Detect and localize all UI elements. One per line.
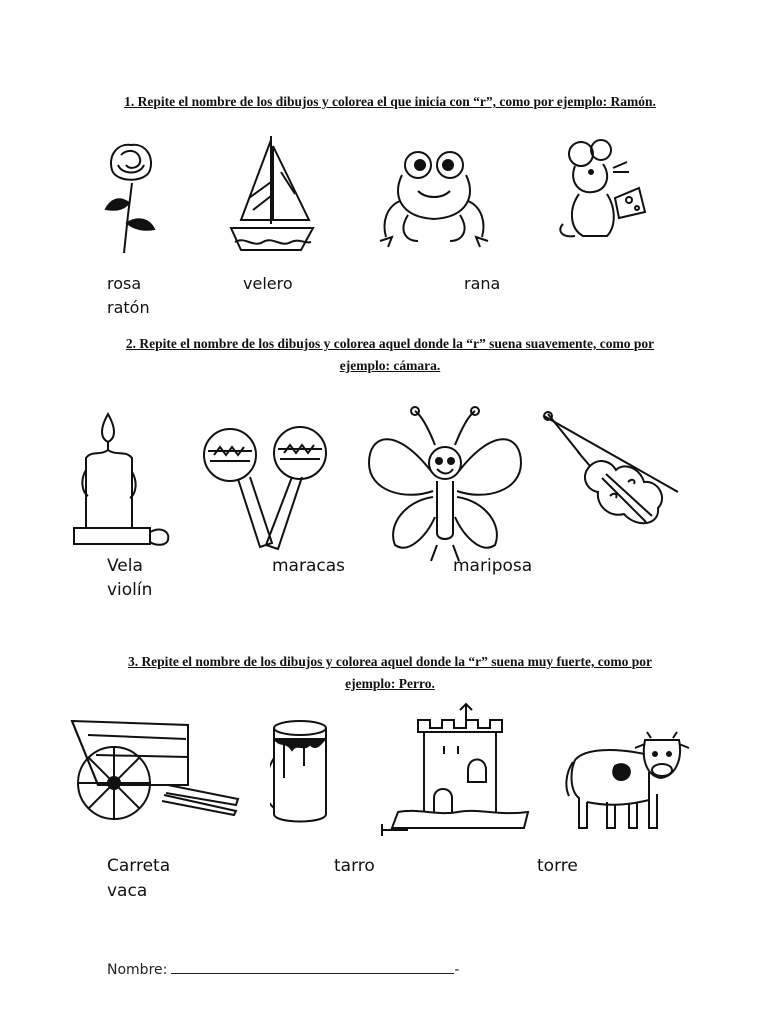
word-violin: violín xyxy=(107,580,153,600)
cart-icon xyxy=(68,715,243,825)
word-tarro: tarro xyxy=(334,856,375,876)
maracas-icon xyxy=(200,425,330,553)
paint-can-icon xyxy=(270,718,330,828)
tower-icon xyxy=(378,700,538,840)
name-blank-line[interactable] xyxy=(171,961,454,974)
word-rana: rana xyxy=(464,274,501,293)
word-vaca: vaca xyxy=(107,881,148,901)
word-maracas: maracas xyxy=(272,556,346,576)
word-mariposa: mariposa xyxy=(453,556,533,576)
name-suffix: - xyxy=(454,962,460,978)
violin-icon xyxy=(540,410,680,545)
sailboat-icon xyxy=(223,132,318,262)
mouse-icon xyxy=(555,138,650,248)
word-velero: velero xyxy=(243,274,293,293)
name-field xyxy=(107,961,459,978)
word-raton: ratón xyxy=(107,298,150,317)
cow-icon xyxy=(565,730,690,835)
instruction-3: 3. Repite el nombre de los dibujos y colorea aquel donde la “r” suena muy fuerte, como por ejemplo: Perro. xyxy=(127,654,653,691)
word-torre: torre xyxy=(537,856,578,876)
candle-icon xyxy=(70,410,175,555)
word-carreta: Carreta xyxy=(107,856,171,876)
frog-icon xyxy=(378,145,490,255)
rose-icon xyxy=(96,135,166,260)
instruction-1: 1. Repite el nombre de los dibujos y colorea el que inicia con “r”, como por ejemplo: Ramón. xyxy=(124,94,656,109)
name-label: Nombre: xyxy=(107,962,168,978)
butterfly-icon xyxy=(365,405,525,565)
word-vela: Vela xyxy=(107,556,143,576)
instruction-2: 2. Repite el nombre de los dibujos y colorea aquel donde la “r” suena suavemente, como por ejemplo: cámara. xyxy=(125,336,655,373)
word-rosa: rosa xyxy=(107,274,142,293)
